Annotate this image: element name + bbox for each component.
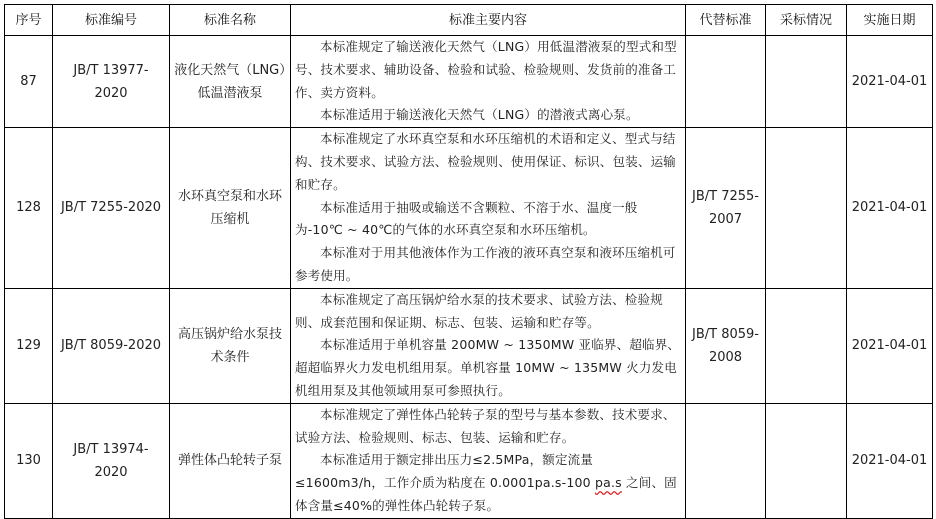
header-code: 标准编号: [53, 5, 170, 36]
table-row: [5, 128, 933, 289]
cell-replaces: [686, 36, 766, 128]
header-name: 标准名称: [170, 5, 291, 36]
cell-adoption: [766, 36, 847, 128]
header-content: 标准主要内容: [291, 5, 686, 36]
table-row: [5, 288, 933, 403]
content-paragraph: 本标准规定了高压锅炉给水泵的技术要求、试验方法、检验规则、成套范围和保证期、标志、包装、运输和贮存等。: [295, 291, 663, 330]
header-date: 实施日期: [847, 5, 933, 36]
cell-adoption: [766, 403, 847, 518]
content-text: 本标准适用于额定排出压力≤2.5MPa，额定流量≤1600m3/h，工作介质为粘度在 0.0001pa.s-100: [295, 452, 595, 491]
cell-name: 弹性体凸轮转子泵: [170, 403, 291, 518]
content-paragraph: 本标准适用于输送液化天然气（LNG）的潜液式离心泵。: [320, 107, 639, 123]
content-paragraph: 本标准规定了水环真空泵和水环压缩机的术语和定义、型式与结构、技术要求、试验方法、检验规则、使用保证、标识、包装、运输和贮存。: [295, 131, 677, 192]
content-paragraph: 本标准对于用其他液体作为工作液的液环真空泵和液环压缩机可参考使用。: [295, 245, 676, 283]
cell-date: 2021-04-01: [847, 128, 933, 289]
content-paragraph: 本标准适用于单机容量 200MW ~ 1350MW 亚临界、超临界、超超临界火力发电机组用泵。单机容量 10MW ~ 135MW 火力发电机组用泵及其他领域用泵可参照执行。: [295, 337, 681, 398]
cell-date: 2021-04-01: [847, 403, 933, 518]
cell-name: 水环真空泵和水环压缩机: [170, 128, 291, 289]
cell-content: [291, 36, 686, 128]
cell-code: JB/T 13974-2020: [53, 403, 170, 518]
header-no: 序号: [5, 5, 53, 36]
cell-replaces: [686, 403, 766, 518]
cell-date: 2021-04-01: [847, 36, 933, 128]
header-replaces: 代替标准: [686, 5, 766, 36]
cell-adoption: [766, 128, 847, 289]
standards-table: [4, 4, 933, 519]
cell-name: 液化天然气（LNG）低温潜液泵: [170, 36, 291, 128]
cell-content: [291, 403, 686, 518]
cell-code: JB/T 8059-2020: [53, 288, 170, 403]
cell-no: 130: [5, 403, 53, 518]
cell-replaces: JB/T 8059-2008: [686, 288, 766, 403]
cell-content: [291, 128, 686, 289]
content-paragraph: 本标准规定了输送液化天然气（LNG）用低温潜液泵的型式和型号、技术要求、辅助设备、检验和试验、检验规则、发货前的准备工作、卖方资料。: [295, 39, 677, 100]
header-row: [5, 5, 933, 36]
content-paragraph: 本标准适用于抽吸或输送不含颗粒、不溶于水、温度一般为-10℃ ~ 40℃的气体的水环真空泵和水环压缩机。: [295, 199, 638, 238]
spellcheck-underlined-text: pa.s: [594, 475, 622, 491]
cell-code: JB/T 7255-2020: [53, 128, 170, 289]
cell-adoption: [766, 288, 847, 403]
content-paragraph: 本标准规定了弹性体凸轮转子泵的型号与基本参数、技术要求、试验方法、检验规则、标志、包装、运输和贮存。: [295, 406, 676, 445]
cell-no: 129: [5, 288, 53, 403]
header-adoption: 采标情况: [766, 5, 847, 36]
cell-no: 128: [5, 128, 53, 289]
cell-name: 高压锅炉给水泵技术条件: [170, 288, 291, 403]
table-row: [5, 36, 933, 128]
cell-content: [291, 288, 686, 403]
table-row: [5, 403, 933, 518]
cell-date: 2021-04-01: [847, 288, 933, 403]
cell-code: JB/T 13977-2020: [53, 36, 170, 128]
cell-replaces: JB/T 7255-2007: [686, 128, 766, 289]
cell-no: 87: [5, 36, 53, 128]
content-text: 之间、固体含量≤40%的弹性体凸轮转子泵。: [295, 475, 677, 513]
content-paragraph: [295, 449, 681, 517]
